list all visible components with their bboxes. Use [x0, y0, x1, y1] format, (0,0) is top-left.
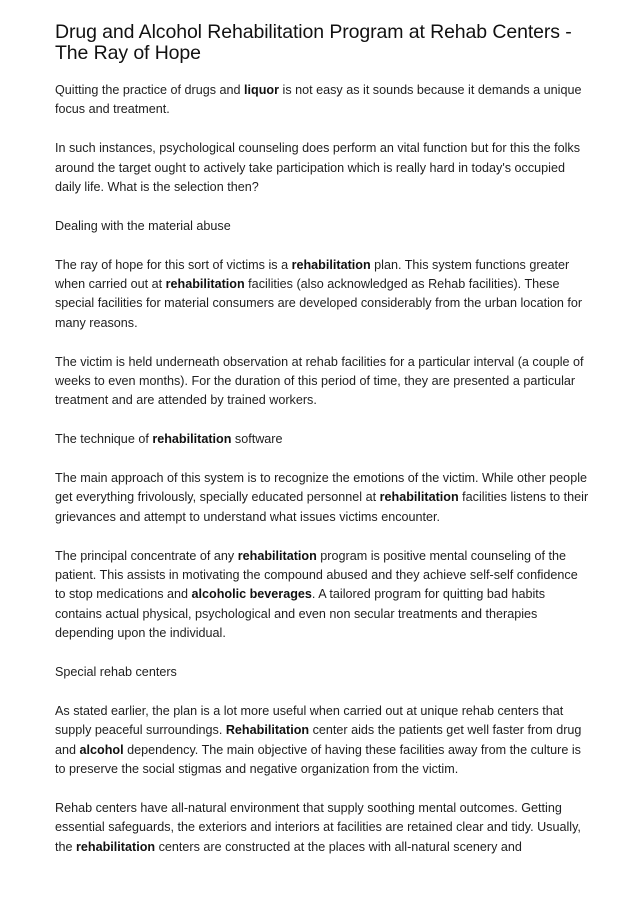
paragraph-text: centers are constructed at the places with all-natural scenery and [155, 839, 522, 854]
paragraph-text: The victim is held underneath observation at rehab facilities for a particular interval (a couple of weeks to even months). For the duration of this period of time, they are presented a particular treatment and are attended by trained workers. [55, 354, 584, 408]
bold-keyword: rehabilitation [76, 839, 156, 854]
paragraph-text: dependency. The main objective of having these facilities away from the culture is to preserve the social stigmas and negative organization from the victim. [55, 742, 581, 777]
paragraph-text: software [231, 432, 283, 447]
paragraph [55, 547, 590, 644]
bold-keyword: rehabilitation [165, 277, 245, 292]
document-body [55, 81, 590, 857]
paragraph-text: center aids the patients get well faster from drug and [55, 723, 582, 757]
paragraph-text: plan. This system functions greater when carried out at [55, 257, 570, 292]
paragraph [55, 702, 590, 780]
paragraph-text: program is positive mental counseling of the patient. This assists in motivating the compound abused and they achieve self-self confidence to stop medications and [55, 548, 578, 602]
bold-keyword: alcoholic beverages [191, 587, 312, 602]
paragraph [55, 799, 590, 857]
paragraph-text: Quitting the practice of drugs and [55, 83, 245, 97]
paragraph [55, 217, 590, 236]
paragraph [55, 256, 590, 334]
paragraph-text: The technique of [55, 432, 153, 447]
bold-keyword: alcohol [79, 742, 124, 757]
paragraph [55, 353, 590, 411]
bold-keyword: rehabilitation [379, 490, 459, 505]
bold-keyword: rehabilitation [152, 432, 232, 447]
paragraph-text: Dealing with the material abuse [55, 218, 231, 233]
bold-keyword: liquor [244, 83, 280, 97]
paragraph-text: facilities listens to their grievances and attempt to understand what issues victims encounter. [55, 490, 589, 524]
paragraph-text: . A tailored program for quitting bad habits contains actual physical, psychological and even non secular treatments and therapies depending upon the individual. [55, 587, 546, 641]
paragraph-text: As stated earlier, the plan is a lot more useful when carried out at unique rehab centers that supply peaceful surroundings. [55, 703, 564, 738]
paragraph [55, 430, 590, 449]
paragraph [55, 139, 590, 197]
document-page [55, 22, 590, 876]
bold-keyword: rehabilitation [291, 257, 371, 272]
bold-keyword: rehabilitation [237, 548, 317, 563]
paragraph-text: The main approach of this system is to recognize the emotions of the victim. While other people get everything frivolously, specially educated personnel at [55, 471, 587, 505]
paragraph-text: facilities (also acknowledged as Rehab facilities). These special facilities for material consumers are developed considerably from the urban location for many reasons. [55, 277, 583, 330]
paragraph-text: The ray of hope for this sort of victims is a [55, 257, 292, 272]
paragraph-text: Special rehab centers [55, 665, 177, 680]
bold-keyword: Rehabilitation [225, 723, 310, 738]
paragraph-text: Rehab centers have all-natural environment that supply soothing mental outcomes. Getting essential safeguards, the exteriors and interiors at facilities are retained clear and tidy. Usually, the [55, 800, 581, 854]
paragraph [55, 81, 590, 120]
paragraph [55, 663, 590, 682]
paragraph-text: is not easy as it sounds because it demands a unique focus and treatment. [55, 83, 582, 117]
paragraph-text: The principal concentrate of any [55, 548, 238, 563]
paragraph [55, 469, 590, 527]
paragraph-text: In such instances, psychological counseling does perform an vital function but for this the folks around the target ought to actively take participation which is really hard in today's occupied daily life. What is the selection then? [55, 141, 581, 195]
document-title: Drug and Alcohol Rehabilitation Program at Rehab Centers - The Ray of Hope [55, 21, 572, 64]
